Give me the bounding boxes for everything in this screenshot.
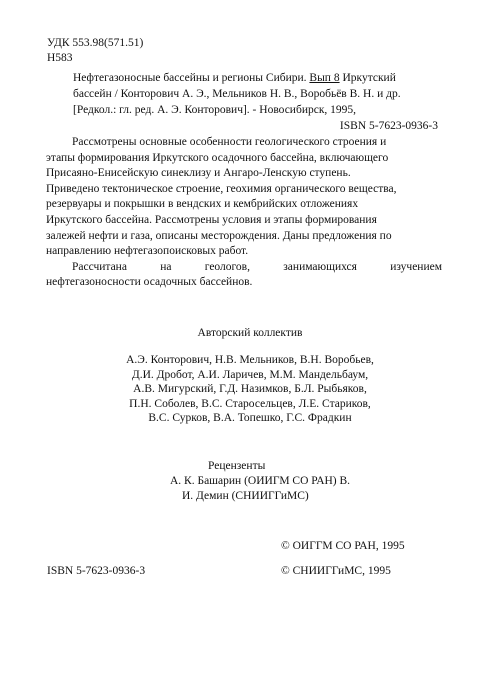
bibliographic-record — [73, 70, 438, 134]
reviewers-title: Рецензенты — [208, 460, 266, 472]
audience-word: изучением — [390, 260, 442, 273]
reviewer-list — [170, 474, 350, 503]
abstract-line: Присаяно-Енисейскую синеклизу и Ангаро-Ленскую ступень. — [46, 167, 351, 180]
author-line: Д.И. Дробот, А.И. Ларичев, М.М. Мандельбаум, — [131, 368, 369, 381]
issue-title: Иркутский — [339, 72, 396, 84]
author-line: А.Э. Конторович, Н.В. Мельников, В.Н. Воробьев, — [126, 354, 374, 366]
abstract-line: Рассмотрены основные особенности геологического строения и — [72, 136, 387, 148]
series-title: Нефтегазоносные бассейны и регионы Сибири. — [73, 72, 310, 84]
abstract-line: резервуары и покрышки в вендских и кембрийских отложениях — [46, 198, 359, 211]
reviewer-line: А. К. Башарин (ОИИГМ СО РАН) В. — [170, 475, 351, 487]
udc-code: УДК 553.98(571.51) — [47, 37, 144, 49]
udc-block — [47, 36, 143, 66]
audience-line — [46, 260, 442, 276]
author-line: П.Н. Соболев, В.С. Старосельцев, Л.Е. Стариков, — [129, 397, 371, 410]
audience-word: занимающихся — [283, 260, 357, 273]
audience-word: Рассчитана — [72, 260, 127, 273]
abstract-line: Иркутского бассейна. Рассмотрены условия и этапы формирования — [46, 213, 377, 226]
biblio-isbn: ISBN 5-7623-0936-3 — [339, 120, 438, 132]
isbn-bottom: ISBN 5-7623-0936-3 — [47, 565, 146, 577]
author-line: А.В. Мигурский, Г.Д. Назимков, Б.Л. Рыбьяков, — [133, 383, 367, 395]
author-list — [0, 353, 500, 426]
abstract-line: этапы формирования Иркутского осадочного бассейна, включающего — [46, 151, 389, 164]
abstract-line: Приведено тектоническое строение, геохимия органического вещества, — [46, 182, 397, 195]
copyright-oiggm: © ОИГГМ СО РАН, 1995 — [281, 540, 405, 552]
audience-word: на — [160, 260, 172, 273]
biblio-line-2: бассейн / Конторович А. Э., Мельников Н. В., Воробьёв В. Н. и др. — [73, 88, 401, 100]
author-line: В.С. Сурков, В.А. Топешко, Г.С. Фрадкин — [148, 412, 352, 424]
collective-title: Авторский коллектив — [197, 327, 303, 339]
copyright-sniiggims: © СНИИГГиМС, 1995 — [281, 565, 391, 577]
abstract-line: залежей нефти и газа, описаны месторождения. Даны предложения по — [46, 229, 392, 242]
biblio-line-3: [Редкол.: гл. ред. А. Э. Конторович]. - Новосибирск, 1995, — [73, 104, 357, 116]
abstract — [46, 135, 442, 291]
audience-word: геологов, — [204, 260, 250, 273]
author-mark: Н583 — [47, 52, 73, 64]
audience-line-2: нефтегазоносности осадочных бассейнов. — [46, 276, 253, 289]
reviewer-line: И. Демин (СНИИГГиМС) — [182, 489, 309, 502]
abstract-line: направлению нефтегазопоисковых работ. — [46, 245, 249, 258]
issue-number: Вып 8 — [309, 72, 340, 84]
biblio-line-1 — [73, 70, 438, 86]
